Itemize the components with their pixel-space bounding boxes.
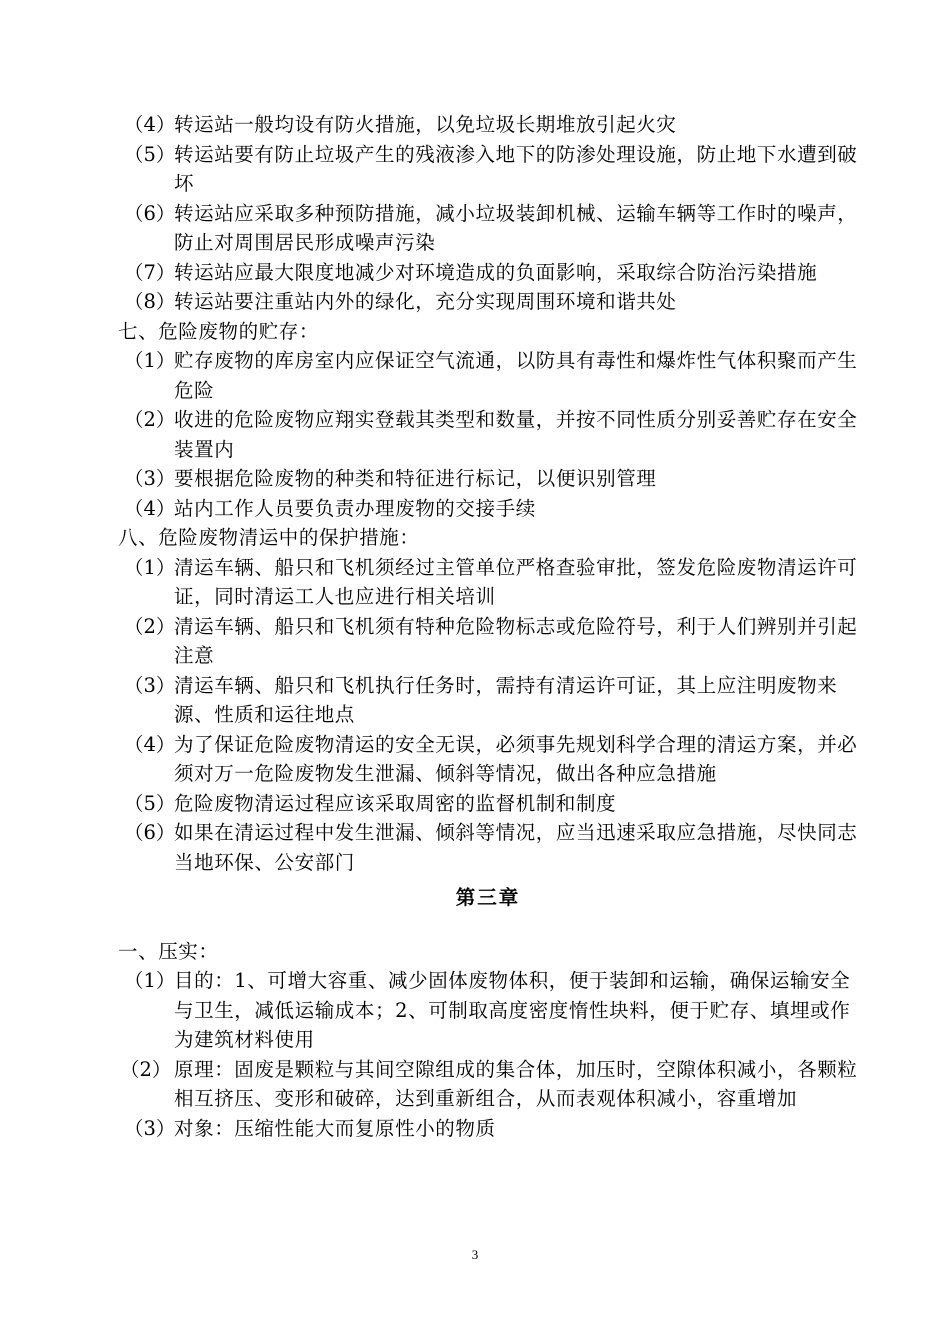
list-item-number: （1） <box>124 349 176 372</box>
document-body <box>118 110 858 1143</box>
list-item-number: （5） <box>124 791 176 815</box>
list-item-number: （5） <box>124 142 176 166</box>
list-item <box>118 405 858 464</box>
list-item-text: 对象：压缩性能大而复原性小的物质 <box>174 1116 496 1140</box>
list-item-text: 危险废物清运过程应该采取周密的监督机制和制度 <box>174 791 617 815</box>
list-item-number: （6） <box>124 821 176 844</box>
list-item-number: （4） <box>124 113 176 136</box>
list-item <box>118 1114 858 1144</box>
list-item-number: （4） <box>124 732 176 756</box>
section-heading: 七、危险废物的贮存： <box>118 319 320 343</box>
list-item-number: （8） <box>124 290 176 313</box>
list-item <box>118 346 858 405</box>
chapter-title: 第三章 <box>455 886 521 909</box>
list-item <box>118 671 858 730</box>
list-item <box>118 287 858 317</box>
list-item-number: （7） <box>124 260 176 284</box>
list-item-text: 站内工作人员要负责办理废物的交接手续 <box>174 496 536 520</box>
list-item-text: 清运车辆、船只和飞机须有特种危险物标志或危险符号，利于人们辨别并引起注意 <box>174 614 858 667</box>
list-item-number: （3） <box>124 467 176 490</box>
list-item-number: （2） <box>124 408 176 431</box>
list-item-number: （4） <box>124 496 176 520</box>
list-item-text: 清运车辆、船只和飞机须经过主管单位严格查验审批，签发危险废物清运许可证，同时清运工人也应进行相关培训 <box>174 555 858 608</box>
list-item-number: （6） <box>124 201 176 225</box>
list-item-text: 转运站要注重站内外的绿化，充分实现周围环境和谐共处 <box>174 290 677 313</box>
list-item <box>118 789 858 819</box>
list-item-number: （1） <box>124 555 176 579</box>
list-item-text: 清运车辆、船只和飞机执行任务时，需持有清运许可证，其上应注明废物来源、性质和运往地点 <box>174 673 838 726</box>
list-item-text: 为了保证危险废物清运的安全无误，必须事先规划科学合理的清运方案，并必须对万一危险废物发生泄漏、倾斜等情况，做出各种应急措施 <box>174 732 858 785</box>
page-number: 3 <box>471 1247 479 1262</box>
list-item <box>118 464 858 494</box>
list-item-text: 转运站一般均设有防火措施，以免垃圾长期堆放引起火灾 <box>174 113 677 136</box>
list-item <box>118 1055 858 1114</box>
list-item <box>118 612 858 671</box>
list-item-number: （1） <box>124 969 176 992</box>
list-item-text: 如果在清运过程中发生泄漏、倾斜等情况，应当迅速采取应急措施，尽快同志当地环保、公安部门 <box>174 821 858 874</box>
list-item <box>118 258 858 288</box>
list-item <box>118 818 858 877</box>
list-item <box>118 110 858 140</box>
list-item-text: 目的：1、可增大容重、减少固体废物体积，便于装卸和运输，确保运输安全与卫生，减低运输成本；2、可制取高度密度惰性块料，便于贮存、填埋或作为建筑材料使用 <box>174 969 851 1051</box>
list-item-text: 转运站要有防止垃圾产生的残液渗入地下的防渗处理设施，防止地下水遭到破坏 <box>174 142 858 195</box>
list-item <box>118 553 858 612</box>
section-heading: 八、危险废物清运中的保护措施： <box>118 526 420 549</box>
list-item <box>118 730 858 789</box>
list-item-text: 原理：固废是颗粒与其间空隙组成的集合体，加压时，空隙体积减小，各颗粒相互挤压、变形和破碎，达到重新组合，从而表观体积减小，容重增加 <box>174 1057 858 1110</box>
list-item-text: 收进的危险废物应翔实登载其类型和数量，并按不同性质分别妥善贮存在安全装置内 <box>174 408 858 461</box>
list-item-text: 转运站应采取多种预防措施，减小垃圾装卸机械、运输车辆等工作时的噪声，防止对周围居民形成噪声污染 <box>174 201 858 254</box>
list-item-number: （3） <box>124 1116 176 1140</box>
list-item-text: 要根据危险废物的种类和特征进行标记，以便识别管理 <box>174 467 657 490</box>
list-item <box>118 494 858 524</box>
list-item-text: 贮存废物的库房室内应保证空气流通，以防具有毒性和爆炸性气体积聚而产生危险 <box>174 349 858 402</box>
section-heading: 一、压实： <box>118 939 219 963</box>
list-item-number: （2） <box>124 614 176 638</box>
list-item <box>118 199 858 258</box>
list-item-text: 转运站应最大限度地减少对环境造成的负面影响，采取综合防治污染措施 <box>174 260 818 284</box>
list-item <box>118 966 858 1055</box>
list-item-number: （2） <box>120 1057 172 1081</box>
list-item-number: （3） <box>124 673 176 697</box>
list-item <box>118 140 858 199</box>
